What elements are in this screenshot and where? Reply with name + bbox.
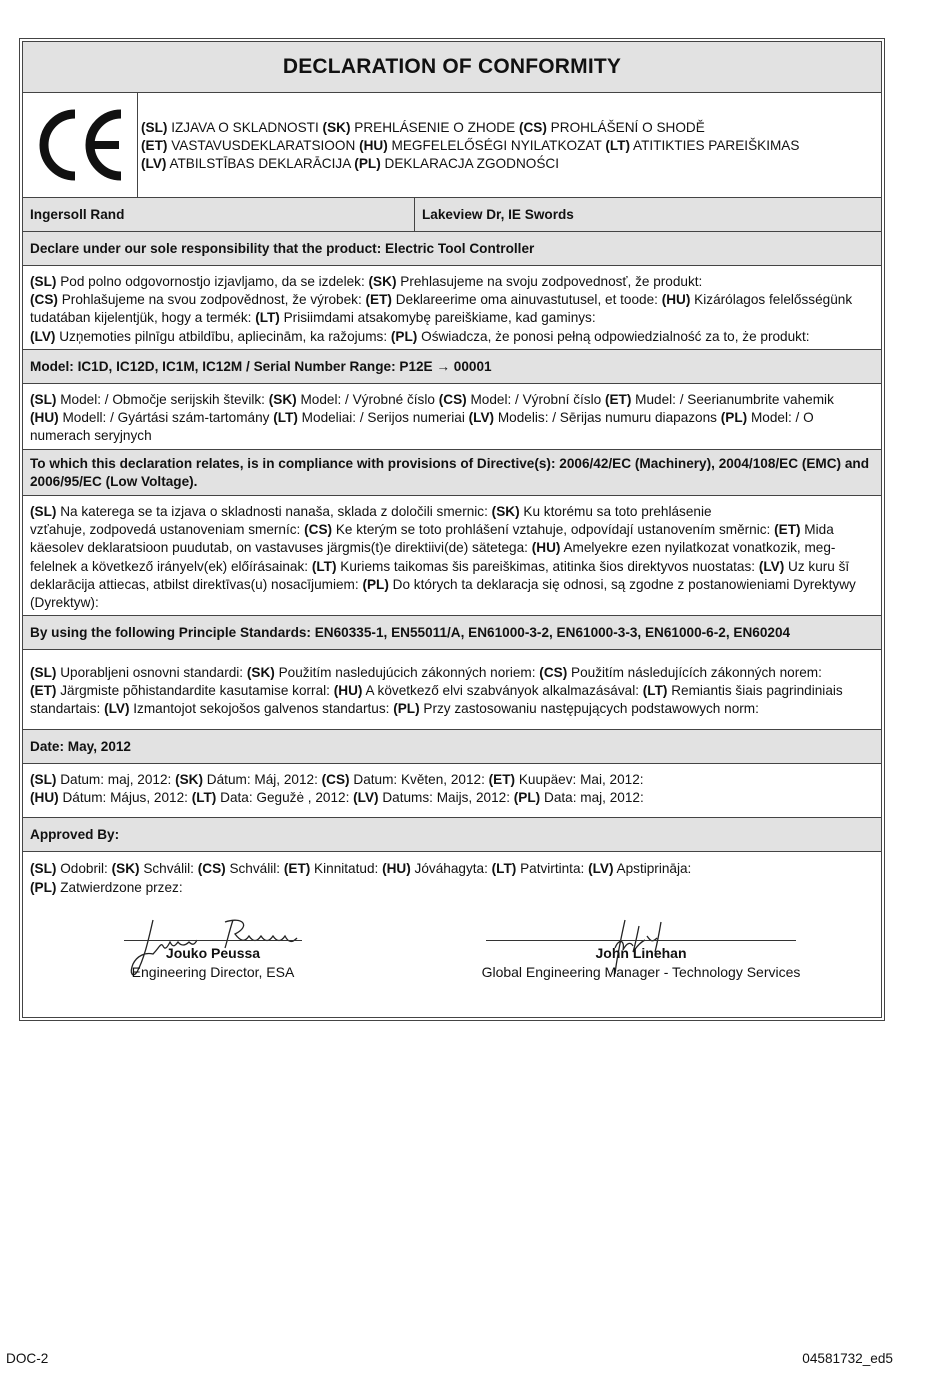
- declare-heading: Declare under our sole responsibility that the product: Electric Tool Controller: [23, 232, 881, 266]
- signature-1-line: [124, 940, 302, 941]
- date-translations: [23, 764, 881, 818]
- language-code: (LT): [642, 683, 668, 699]
- translation-text: Izmantojot sekojošos galvenos standartus:: [129, 701, 394, 717]
- language-code: (LV): [588, 861, 614, 876]
- language-code: (LV): [353, 790, 379, 806]
- translation-text: Mida käesolev deklaratsioon puudutab, on vastavuses järgmis(t)e direktiivi(de) sätetega:: [30, 522, 834, 556]
- translation-text: Przy zastosowaniu następujących podstawowych norm:: [419, 701, 759, 717]
- translation-text: vzťahuje, zodpovedá ustanoveniam smerníc:: [30, 522, 305, 538]
- model-translations: [23, 384, 881, 450]
- language-code: (ET): [604, 392, 632, 407]
- ce-line: [141, 155, 799, 173]
- language-code: (SK): [111, 861, 140, 876]
- language-code: (PL): [30, 880, 57, 895]
- ce-line: [141, 137, 799, 155]
- translation-text: Do których ta deklaracja się odnosi, są zgodne z postanowieniami Dyrektywy (Dyrektyw):: [30, 576, 856, 611]
- language-code: (PL): [720, 410, 748, 426]
- ce-row: [23, 93, 881, 198]
- translation-text: Kizárólagos felelősségünk tudatában kijelentjük, hogy a termék:: [30, 292, 853, 326]
- translation-text: Kinnitatud:: [310, 861, 383, 876]
- approved-heading: Approved By:: [23, 818, 881, 852]
- standards-translations: [23, 650, 881, 730]
- translation-text: Dátum: Máj, 2012:: [203, 772, 322, 787]
- language-code: (CS): [438, 392, 467, 407]
- translation-text: Uporabljeni osnovni standardi:: [56, 665, 247, 680]
- translation-text: Na katerega se ta izjava o skladnosti nanaša, sklada z določili smernic:: [56, 504, 492, 519]
- signature-2-line: [486, 940, 796, 941]
- translation-text: Uz kuru šī deklarācija attiecas, atbilst direktīvas(u) nosacījumiem:: [30, 558, 850, 592]
- language-code: (SK): [322, 120, 351, 135]
- translation-text: Schválil:: [225, 861, 284, 876]
- translation-text: MEGFELELŐSÉGI NYILATKOZAT: [387, 138, 606, 153]
- directive-heading: To which this declaration relates, is in compliance with provisions of Directive(s): 2006/42/EC (Machinery), 2004/108/EC (EMC) and 2006/95/EC (Low Voltage).: [23, 450, 881, 496]
- translation-text: Prohlašujeme na svou zodpovědnost, že výrobek:: [57, 292, 366, 308]
- translation-text: Datum: Květen, 2012:: [349, 772, 489, 787]
- translation-text: Mudel: / Seerianumbrite vahemik: [631, 392, 834, 407]
- translation-text: Amelyekre ezen nyilatkozat vonatkozik, meg-felelnek a következő irányelv(ek) előírásainak:: [30, 540, 836, 574]
- language-code: (CS): [197, 861, 226, 876]
- translation-text: Oświadcza, że ponosi pełną odpowiedzialność za to, że produkt:: [417, 328, 810, 344]
- language-code: (ET): [141, 138, 168, 153]
- translation-text: Modelis: / Sērijas numuru diapazons: [494, 410, 721, 426]
- translation-text: Model: / Območje serijskih številk:: [56, 392, 269, 407]
- language-code: (SL): [30, 772, 57, 787]
- translation-text: Ke kterým se toto prohlášení vztahuje, odpovídají ustanovením směrnic:: [332, 522, 775, 538]
- signer-1: [113, 944, 313, 982]
- language-code: (LT): [311, 558, 337, 574]
- translation-text: A következő elvi szabványok alkalmazásával:: [362, 683, 643, 699]
- language-code: (ET): [488, 772, 516, 787]
- translation-text: Prisiimdami atsakomybę pareiškiame, kad gaminys:: [279, 310, 596, 326]
- translation-text: Pod polno odgovornostjo izjavljamo, da se izdelek:: [56, 274, 369, 289]
- language-code: (PL): [390, 328, 418, 344]
- language-code: (CS): [539, 665, 568, 680]
- language-code: (HU): [333, 683, 363, 699]
- translation-text: Järgmiste põhistandardite kasutamise korral:: [56, 683, 334, 699]
- language-code: (ET): [774, 522, 801, 538]
- language-code: (CS): [30, 292, 58, 308]
- translation-text: ATBILSTĪBAS DEKLARĀCIJA: [166, 156, 355, 171]
- language-code: (SL): [30, 504, 57, 519]
- footer-doc-number: 04581732_ed5: [802, 1351, 893, 1366]
- language-code: (LV): [30, 328, 56, 344]
- translation-text: Kuriems taikomas šis pareiškimas, atitinka šios direktyvos nuostatas:: [336, 558, 759, 574]
- declaration-document: [19, 38, 885, 1021]
- language-code: (SK): [175, 772, 204, 787]
- translation-text: Model: / O numerach seryjnych: [30, 410, 814, 444]
- translation-text: Apstiprināja:: [613, 861, 692, 876]
- language-code: (SK): [491, 504, 520, 519]
- translation-text: Remiantis šiais pagrindiniais standartais:: [30, 683, 843, 717]
- translation-text: Datum: maj, 2012:: [56, 772, 176, 787]
- language-code: (CS): [304, 522, 333, 538]
- translation-text: Modeliai: / Serijos numeriai: [297, 410, 469, 426]
- language-code: (HU): [531, 540, 561, 556]
- language-code: (ET): [283, 861, 311, 876]
- language-code: (PL): [513, 790, 541, 806]
- translation-text: Použitím následujících zákonných norem:: [567, 665, 822, 680]
- language-code: (SL): [30, 665, 57, 680]
- translation-text: Ku ktorému sa toto prehlásenie: [519, 504, 712, 519]
- language-code: (SL): [30, 392, 57, 407]
- language-code: (SK): [268, 392, 297, 407]
- company-name: Ingersoll Rand: [23, 198, 415, 231]
- signer-1-role: Engineering Director, ESA: [131, 964, 295, 980]
- language-code: (HU): [30, 790, 59, 806]
- language-code: (HU): [382, 861, 411, 876]
- model-heading: Model: IC1D, IC12D, IC1M, IC12M / Serial Number Range: P12E → 00001: [23, 350, 881, 384]
- language-code: (CS): [518, 120, 547, 135]
- language-code: (PL): [393, 701, 420, 717]
- language-code: (HU): [661, 292, 691, 308]
- company-address: Lakeview Dr, IE Swords: [422, 207, 574, 222]
- signer-2-name: John Linehan: [595, 945, 687, 961]
- footer-page-code: DOC-2: [6, 1351, 49, 1366]
- translation-text: Použitím nasledujúcich zákonných noriem:: [274, 665, 540, 680]
- language-code: (LV): [468, 410, 495, 426]
- signer-2-role: Global Engineering Manager - Technology Services: [481, 964, 801, 980]
- signature-area: [23, 852, 881, 1017]
- language-code: (LV): [104, 701, 130, 717]
- language-code: (CS): [321, 772, 350, 787]
- language-code: (SK): [368, 274, 397, 289]
- language-code: (ET): [30, 683, 57, 699]
- language-code: (SL): [141, 120, 168, 135]
- ce-translations: [138, 93, 799, 197]
- translation-text: Schválil:: [139, 861, 198, 876]
- translation-text: IZJAVA O SKLADNOSTI: [167, 120, 323, 135]
- translation-text: DEKLARACJA ZGODNOŚCI: [380, 156, 559, 171]
- directive-translations: [23, 496, 881, 616]
- translation-text: Kuupäev: Mai, 2012:: [515, 772, 644, 787]
- language-code: (ET): [365, 292, 392, 308]
- language-code: (LT): [491, 861, 517, 876]
- language-code: (LT): [273, 410, 298, 426]
- language-code: (LT): [605, 138, 630, 153]
- language-code: (LV): [141, 156, 167, 171]
- translation-text: Uzņemoties pilnīgu atbildību, apliecinām, ka ražojums:: [55, 328, 391, 344]
- translation-text: ATITIKTIES PAREIŠKIMAS: [629, 138, 800, 153]
- translation-text: Model: / Výrobní číslo: [466, 392, 605, 407]
- translation-text: Zatwierdzone przez:: [56, 880, 183, 895]
- translation-text: Odobril:: [56, 861, 112, 876]
- ce-mark-icon: [33, 106, 127, 184]
- translation-text: Model: / Výrobné číslo: [296, 392, 439, 407]
- translation-text: Deklareerime oma ainuvastutusel, et toode:: [391, 292, 662, 308]
- declare-translations: [23, 266, 881, 350]
- translation-text: PREHLÁSENIE O ZHODE: [350, 120, 519, 135]
- translation-text: PROHLÁŠENÍ O SHODĚ: [546, 120, 705, 135]
- language-code: (PL): [362, 576, 389, 592]
- translation-text: Dátum: Május, 2012:: [58, 790, 192, 806]
- translation-text: Jóváhagyta:: [410, 861, 492, 876]
- language-code: (SL): [30, 861, 57, 876]
- page-title: DECLARATION OF CONFORMITY: [23, 42, 881, 93]
- signer-1-name: Jouko Peussa: [165, 945, 261, 961]
- language-code: (LT): [191, 790, 217, 806]
- language-code: (LT): [255, 310, 280, 326]
- language-code: (SK): [246, 665, 275, 680]
- standards-heading: By using the following Principle Standards: EN60335-1, EN55011/A, EN61000-3-2, EN61000-3-3, EN61000-6-2, EN60204: [23, 616, 881, 650]
- translation-text: Datums: Maijs, 2012:: [378, 790, 514, 806]
- language-code: (HU): [359, 138, 388, 153]
- translation-text: Patvirtinta:: [516, 861, 589, 876]
- translation-text: Modell: / Gyártási szám-tartomány: [58, 410, 274, 426]
- translation-text: Data: maj, 2012:: [540, 790, 644, 806]
- translation-text: Prehlasujeme na svoju zodpovednosť, že produkt:: [396, 274, 703, 289]
- declaration-frame: [22, 41, 882, 1018]
- approved-translations: [23, 852, 881, 897]
- language-code: (PL): [354, 156, 381, 171]
- language-code: (LV): [758, 558, 785, 574]
- signer-2: [471, 944, 811, 982]
- language-code: (HU): [30, 410, 59, 426]
- translation-text: Data: Gegužė , 2012:: [216, 790, 354, 806]
- language-code: (SL): [30, 274, 57, 289]
- date-heading: Date: May, 2012: [23, 730, 881, 764]
- ce-line: [141, 119, 799, 137]
- translation-text: VASTAVUSDEKLARATSIOON: [167, 138, 360, 153]
- manufacturer-row: [23, 198, 881, 232]
- ce-mark-logo: [23, 93, 138, 197]
